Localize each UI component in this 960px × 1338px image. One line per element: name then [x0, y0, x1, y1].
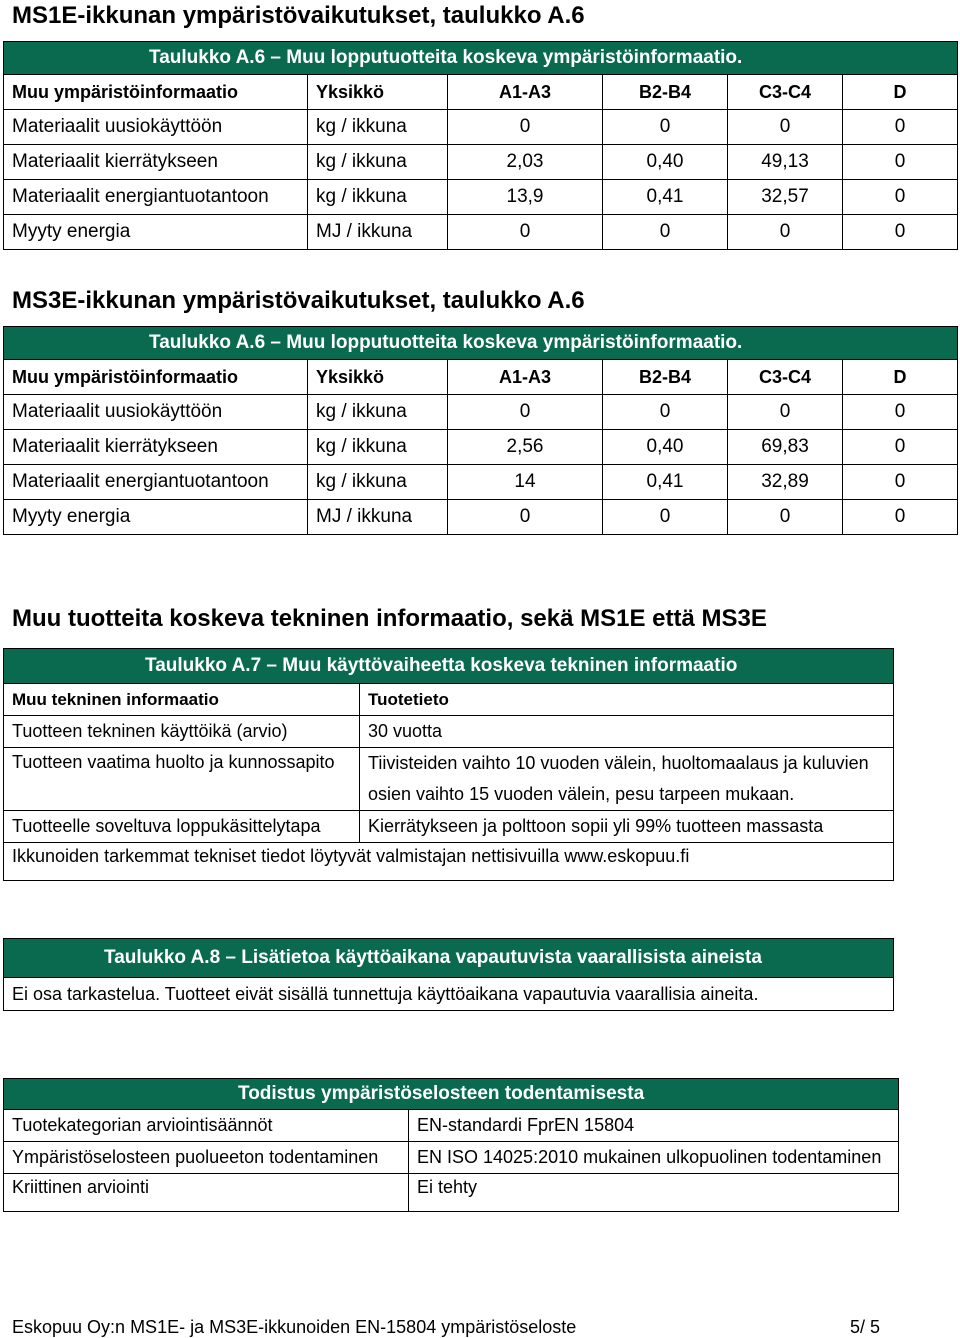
ms1-caption: Taulukko A.6 – Muu lopputuotteita koskeva ympäristöinformaatio. [4, 42, 958, 75]
header-cell: Muu tekninen informaatio [4, 684, 360, 716]
table-row: Tuotteen tekninen käyttöikä (arvio) 30 vuotta [4, 716, 894, 748]
maintenance-line-2: osien vaihto 15 vuoden välein, pesu tarpeen mukaan. [368, 784, 795, 804]
ms3-table [3, 326, 958, 535]
table-row: Ympäristöselosteen puolueeton todentaminen EN ISO 14025:2010 mukainen ulkopuolinen todentaminen [4, 1142, 899, 1174]
header-cell: C3-C4 [728, 75, 843, 110]
page-number: 5/ 5 [850, 1317, 881, 1337]
header-cell: A1-A3 [448, 75, 603, 110]
header-cell: Tuotetieto [360, 684, 894, 716]
verify-caption: Todistus ympäristöselosteen todentamisesta [4, 1079, 899, 1110]
table-row: Tuotteelle soveltuva loppukäsittelytapa Kierrätykseen ja polttoon sopii yli 99% tuotteen massasta [4, 811, 894, 843]
hazard-text: Ei osa tarkastelua. Tuotteet eivät sisällä tunnettuja käyttöaikana vapautuvia vaarallisia aineita. [4, 978, 894, 1011]
table-row: Myyty energia MJ / ikkuna 0 0 0 0 [4, 215, 958, 250]
header-cell: Muu ympäristöinformaatio [4, 360, 308, 395]
table-row: Tuotteen vaatima huolto ja kunnossapito Tiivisteiden vaihto 10 vuoden välein, huoltomaalaus ja kuluvien osien vaihto 15 vuoden välein, pesu tarpeen mukaan. [4, 748, 894, 811]
header-cell: D [843, 360, 958, 395]
table-row: Myyty energia MJ / ikkuna 0 0 0 0 [4, 500, 958, 535]
ms1-heading: MS1E-ikkunan ympäristövaikutukset, taulukko A.6 [12, 2, 585, 29]
hazard-table [3, 938, 894, 1011]
table-row: Materiaalit energiantuotantoon kg / ikkuna 13,9 0,41 32,57 0 [4, 180, 958, 215]
verify-table [3, 1078, 899, 1212]
table-header-row [4, 75, 958, 110]
ms3-caption: Taulukko A.6 – Muu lopputuotteita koskeva ympäristöinformaatio. [4, 327, 958, 360]
table-header-row [4, 360, 958, 395]
table-header-row [4, 684, 894, 716]
header-cell: Yksikkö [308, 360, 448, 395]
header-cell: B2-B4 [603, 360, 728, 395]
header-cell: A1-A3 [448, 360, 603, 395]
header-cell: Muu ympäristöinformaatio [4, 75, 308, 110]
table-row: Materiaalit uusiokäyttöön kg / ikkuna 0 0 0 0 [4, 395, 958, 430]
tech-table [3, 648, 894, 881]
footer-title: Eskopuu Oy:n MS1E- ja MS3E-ikkunoiden EN-15804 ympäristöseloste [12, 1317, 577, 1337]
table-row: Kriittinen arviointi Ei tehty [4, 1174, 899, 1212]
header-cell: Yksikkö [308, 75, 448, 110]
ms1-table [3, 41, 958, 250]
header-cell: B2-B4 [603, 75, 728, 110]
tech-caption: Taulukko A.7 – Muu käyttövaiheetta koskeva tekninen informaatio [4, 649, 894, 684]
table-row: Materiaalit energiantuotantoon kg / ikkuna 14 0,41 32,89 0 [4, 465, 958, 500]
header-cell: C3-C4 [728, 360, 843, 395]
tech-note: Ikkunoiden tarkemmat tekniset tiedot löytyvät valmistajan nettisivuilla www.eskopuu.fi [4, 843, 894, 881]
table-row: Materiaalit kierrätykseen kg / ikkuna 2,03 0,40 49,13 0 [4, 145, 958, 180]
table-row: Tuotekategorian arviointisäännöt EN-standardi FprEN 15804 [4, 1110, 899, 1142]
tech-heading: Muu tuotteita koskeva tekninen informaatio, sekä MS1E että MS3E [12, 605, 767, 632]
table-row: Materiaalit uusiokäyttöön kg / ikkuna 0 0 0 0 [4, 110, 958, 145]
maintenance-line-1: Tiivisteiden vaihto 10 vuoden välein, huoltomaalaus ja kuluvien [368, 753, 869, 773]
header-cell: D [843, 75, 958, 110]
table-row: Materiaalit kierrätykseen kg / ikkuna 2,56 0,40 69,83 0 [4, 430, 958, 465]
ms3-heading: MS3E-ikkunan ympäristövaikutukset, taulukko A.6 [12, 287, 585, 314]
hazard-caption: Taulukko A.8 – Lisätietoa käyttöaikana vapautuvista vaarallisista aineista [4, 939, 894, 978]
